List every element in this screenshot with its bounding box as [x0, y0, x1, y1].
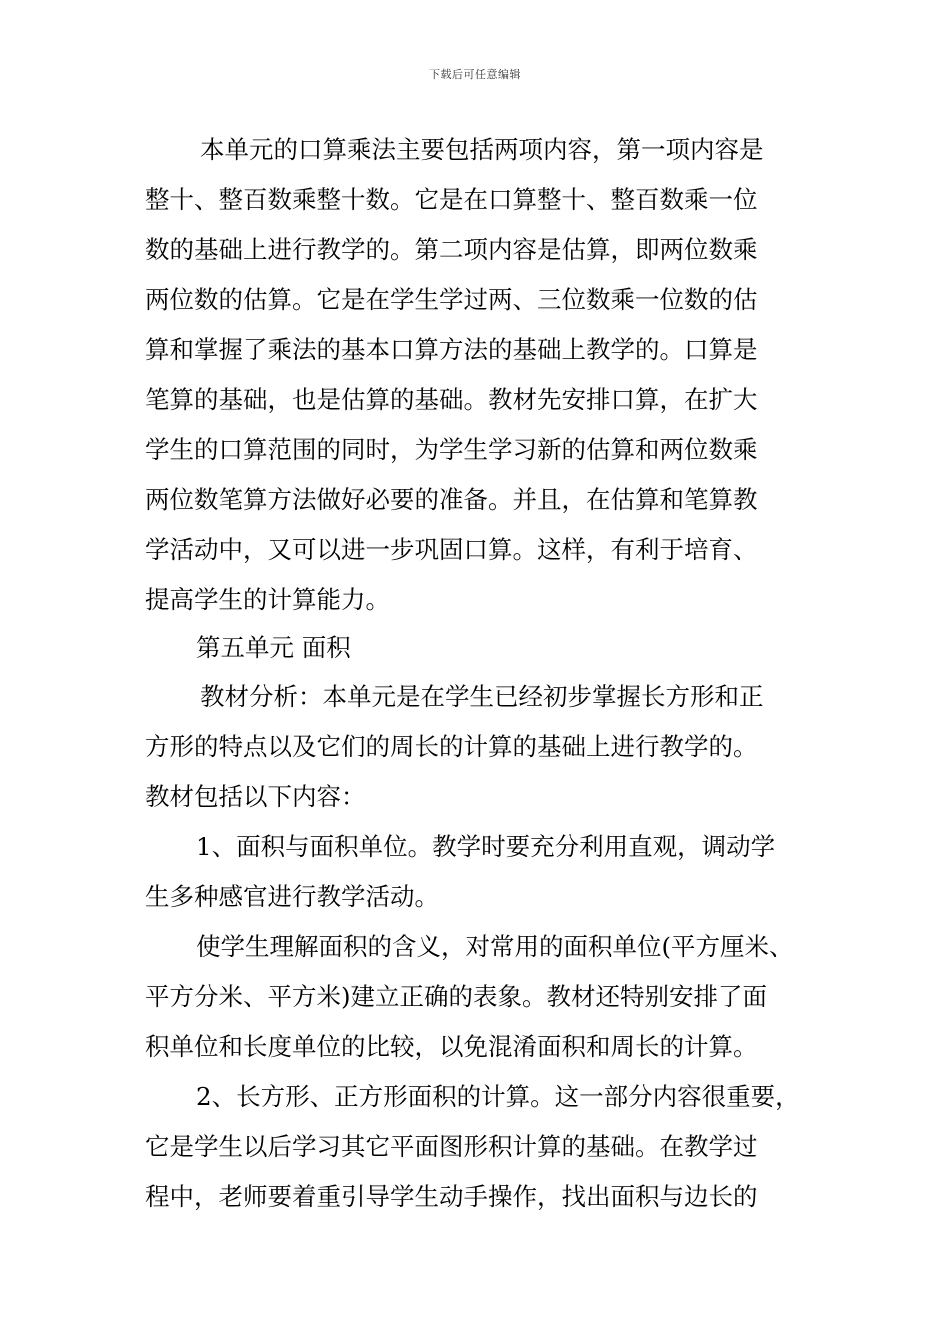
text-line: 生多种感官进行教学活动。 — [145, 882, 439, 911]
text-line: 本单元的口算乘法主要包括两项内容，第一项内容是 — [200, 135, 764, 164]
text-line: 算和掌握了乘法的基本口算方法的基础上教学的。口算是 — [145, 335, 758, 364]
text-line: 数的基础上进行教学的。第二项内容是估算，即两位数乘 — [145, 235, 758, 264]
text-line: 积单位和长度单位的比较，以免混淆面积和周长的计算。 — [145, 1032, 758, 1061]
page-header: 下载后可任意编辑 — [429, 68, 521, 81]
text-line: 学生的口算范围的同时，为学生学习新的估算和两位数乘 — [145, 435, 758, 464]
text-line: 教材分析：本单元是在学生已经初步掌握长方形和正 — [200, 682, 764, 711]
text-line: 笔算的基础，也是估算的基础。教材先安排口算，在扩大 — [145, 385, 758, 414]
text-line: 整十、整百数乘整十数。它是在口算整十、整百数乘一位 — [145, 185, 758, 214]
text-line: 平方分米、平方米)建立正确的表象。教材还特别安排了面 — [145, 982, 768, 1011]
section-heading: 第五单元 面积 — [196, 633, 351, 662]
text-line: 1、面积与面积单位。教学时要充分利用直观，调动学 — [196, 832, 776, 861]
text-line: 方形的特点以及它们的周长的计算的基础上进行教学的。 — [145, 732, 758, 761]
text-line: 程中，老师要着重引导学生动手操作，找出面积与边长的 — [145, 1182, 758, 1211]
text-line: 两位数笔算方法做好必要的准备。并且，在估算和笔算教 — [145, 485, 758, 514]
text-line: 使学生理解面积的含义，对常用的面积单位(平方厘米、 — [196, 932, 794, 961]
text-line: 两位数的估算。它是在学生学过两、三位数乘一位数的估 — [145, 285, 758, 314]
text-line: 教材包括以下内容： — [145, 782, 366, 811]
text-line: 学活动中，又可以进一步巩固口算。这样，有利于培育、 — [145, 535, 758, 564]
text-line: 提高学生的计算能力。 — [145, 585, 390, 614]
text-line: 2、长方形、正方形面积的计算。这一部分内容很重要， — [196, 1082, 800, 1111]
text-line: 它是学生以后学习其它平面图形积计算的基础。在教学过 — [145, 1132, 758, 1161]
